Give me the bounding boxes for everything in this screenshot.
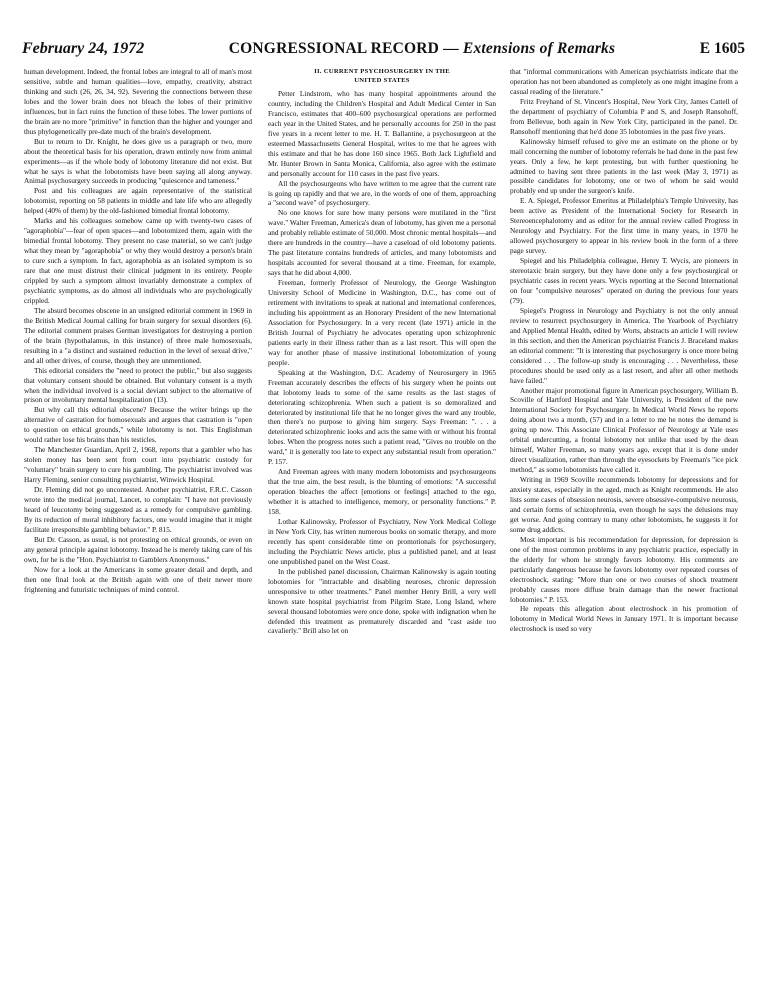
header-title-main: CONGRESSIONAL RECORD — (228, 40, 459, 57)
paragraph: Spiegel and his Philadelphia colleague, Henry T. Wycis, are pioneers in stereotaxic brain surgery, but they have done only a few psychosurgical or psychiatric cases in recent years. Wycis reporting at the Second International on four "compulsive neuroses" operated on during the previous four years (79). (510, 256, 738, 305)
paragraph: Writing in 1969 Scoville recommends lobotomy for depressions and for anxiety states, especially in the aged, much as Knight recommends. He also lists some cases of obsession neurosis, severe obsessive-compulsive neurosis, and certain forms of schizophrenia, even though he says the delusions may get worse. And going contrary to many other lobotomists, he suggests it for some drug addicts. (510, 475, 738, 534)
paragraph: But to return to Dr. Knight, he does give us a paragraph or two, more about the theoretical basis for his operation, drawn entirely now from animal experiments—as if the whole body of lobotomy literature did not exist. But what he says is what the lobotomists have been saying all along anyway. Animal psychosurgery succeeds in producing "quiescence and tameness." (24, 136, 252, 186)
paragraph: This editorial considers the "need to protect the public," but also suggests that voluntary consent should be obtained. But voluntary consent is a myth when the individual involved is a social deviant subject to the alternative of prison or involuntary mental hospitalization (13). (24, 365, 252, 405)
paragraph: The Manchester Guardian, April 2, 1968, reports that a gambler who has stolen money has been sent from court into psychiatric custody for "voluntary" brain surgery to cure his gambling. The psychiatrist involved was Harry Fleming, senior consulting psychiatrist, Winwick Hospital. (24, 445, 252, 485)
paragraph: E. A. Spiegel, Professor Emeritus at Philadelphia's Temple University, has been active as President of the International Society for Research in Stereoencephalotomy and as editor for the annual review called Progress in Neurology and Psychiatry. For the first time in many years, in 1970 he allowed psychosurgery to appear in his review book in the form of a three page survey. (510, 196, 738, 256)
paragraph: Marks and his colleagues somehow came up with twenty-two cases of "agoraphobia"—fear of open spaces—and lobotomized them, again with the bimedial frontal lobotomy. They present no case material, so we can't judge what they mean by "agoraphobia" or why they would destroy a person's brain to cure such a symptom. In fact, agoraphobia as an isolated symptom is so rare that one must distrust their clinical judgment in its entirety. People crippled by such a symptom almost invariably demonstrate a complex of psychiatric symptoms, as do almost all individuals who are psychologically crippled. (24, 216, 252, 305)
paragraph: human development. Indeed, the frontal lobes are integral to all of man's most sensitive, subtle and human qualities—love, empathy, creativity, abstract thinking and such (26, 26, 34, 92). Severing the connections between these lobes and the lower brain does not bleach the lobes of their primitive influences, but in fact ruins the function of these lobes. The lower portions of the brain are no more "primitive" in function than the higher and younger and thus phylogenetically pre-date much of the brain's development. (24, 67, 252, 136)
section-heading-line-1: II. CURRENT PSYCHOSURGERY IN THE (314, 68, 450, 75)
paragraph: Petter Lindstrom, who has many hospital appointments around the country, including the Children's Hospital and Adult Medical Center in San Francisco, estimates that 400–600 psychosurgical operations are performed each year in the United States, and he personally accounts for 250 in the past five years in a recent letter to me. H. T. Ballantine, a psychosurgeon at the esteemed Massachusetts General Hospital, writes to me that he agrees with this estimate and that he has done 160 since 1965. Both Jack Lightfield and Mr. Hunter Brown in Santa Monica, California, also agree with the estimate and personally account for 110 cases in the past five years. (268, 89, 496, 178)
header-date: February 24, 1972 (22, 40, 145, 57)
paragraph: Post and his colleagues are again representative of the statistical lobotomist, reporting on 58 patients in middle and late life who are allegedly helped (40% of them) by the old-fashioned bimedial frontal lobotomy. (24, 186, 252, 216)
paragraph: Dr. Fleming did not go uncontested. Another psychiatrist, F.R.C. Casson wrote into the medical journal, Lancet, to complain: "I have not previously heard of leucotomy being suggested as a remedy for compulsive gambling. By its reduction of moral inhibitory factors, one would imagine that it might facilitate irresponsible gambling behavior." P. 815. (24, 485, 252, 534)
column-2 (268, 67, 496, 982)
paragraph: All the psychosurgeons who have written to me agree that the current rate is going up rapidly and that we are, in the words of one of them, approaching a "second wave" of psychosurgery. (268, 178, 496, 208)
paragraph: Speaking at the Washington, D.C. Academy of Neurosurgery in 1965 Freeman accurately describes the effects of his surgery when he points out that lobotomy leads to some of the same results as the last stages of deteriorating schizophrenia. When such a patient is so demoralized and deteriorated by institutional life that he no longer gives the ward any trouble, then there's no purpose to giving him surgery. Says Freeman: ". . . a deteriorated schizophrenic looks and acts the same with or without his frontal lobes. When the progress notes such a patient read, "Gives no trouble on the ward," it is generally too late to expect any substantial result from operation." P. 157. (268, 367, 496, 467)
paragraph: But why call this editorial obscene? Because the writer brings up the alternative of castration for homosexuals and argues that castration is "open to question on ethical grounds," while lobotomy is not. This Englishman would rather lose his brains than his testicles. (24, 405, 252, 445)
header-title (229, 40, 615, 58)
page-header (22, 40, 745, 62)
column-1 (24, 67, 252, 982)
paragraph: Fritz Freyhand of St. Vincent's Hospital, New York City, James Cattell of the department of psychiatry of Columbia P and S, and Joseph Ransohoff, from Bellevue, both again in New York City, participated in the panel. Dr. Ransohoff mentioning that he'd done 35 lobotomies in the past five years. (510, 96, 738, 136)
paragraph: The absurd becomes obscene in an unsigned editorial comment in 1969 in the British Medical Journal calling for brain surgery for sexual disorders (6). The editorial comment praises German investigators for destroying a portion of the brain (hypothalamus, in this instance) of three male homosexuals, resulting in a "a distinct and sustained reduction in the level of sexual drive," and all other drives, of course, though they are unmentioned. (24, 305, 252, 365)
paragraph: that "informal communications with American psychiatrists indicate that the operation has not been abandoned as completely as one might imagine from a casual reading of the literature." (510, 67, 738, 96)
paragraph: But Dr. Casson, as usual, is not protesting on ethical grounds, or even on any general principle against lobotomy. Instead he is merely taking care of his own, for he is the "Hon. Psychiatrist to Gamblers Anonymous." (24, 534, 252, 564)
header-title-section: Extensions of Remarks (462, 40, 616, 57)
header-page-number: E 1605 (699, 40, 745, 57)
paragraph: Kalinowsky himself refused to give me an estimate on the phone or by mail concerning the number of lobotomy referrals he had done in the past few years. Only a few, he kept protesting, but with further questioning he admitted to having sent three patients in the last week (May 3, 1971) as possible candidates for lobotomy, one or two of whom he said would probably end up under the surgeon's knife. (510, 136, 738, 196)
paragraph: Now for a look at the Americans in some greater detail and depth, and then one final look at the British again with one of their newer more frightening and futuristic techniques of mind control. (24, 564, 252, 594)
paragraph: No one knows for sure how many persons were mutilated in the "first wave." Walter Freeman, America's dean of lobotomy, has given me a personal and probably reliable estimate of 50,000. Most chronic mental hospitals—and there are hundreds in the country—have a caseload of old lobotomy patients. The past literature contains hundreds of articles, and many lobotomists and hospitals accounted for several thousand at a time. Freeman, for example, says that he did about 4,000. (268, 208, 496, 278)
section-heading (268, 68, 496, 85)
paragraph: Most important is his recommendation for depression, for depression is one of the most common problems in any psychiatric practice, especially in the elderly for whom he strongly favors lobotomy. His comments are particularly dangerous because he favors lobotomy over repeated courses of electroshock, stating: "More than one or two courses of shock treatment probably causes more diffuse brain damage than the newer fractional lobotomies." P. 153. (510, 534, 738, 604)
section-heading-line-2: UNITED STATES (354, 76, 410, 84)
paragraph: And Freeman agrees with many modern lobotomists and psychosurgeons that the true aim, the best result, is the blunting of emotions: "A successful operation bleaches the affect [emotions or feelings] attached to the ego, whether it is attached to intelligence, memory, or personality functions." P. 158. (268, 467, 496, 517)
column-3 (510, 67, 738, 982)
paragraph: Another major promotional figure in American psychosurgery, William B. Scoville of Hartford Hospital and Yale University, is President of the new International Society for Psychosurgery. In Medical World News he reports doing about two a month, (57) and in a letter to me he notes the demand is going up now. This Associate Clinical Professor of Neurology at Yale uses orbital undercutting, a frontal lobotomy not unlike that used by the dean himself, Walter Freeman, so many years ago, except that it is done under direct visualization, rather than through the eyesockets by Freeman's "ice pick method," as some lobotomists have called it. (510, 385, 738, 475)
paragraph: In the published panel discussion, Chairman Kalinowsky is again touting lobotomies for "intractable and disabling neuroses, chronic depression unresponsive to other treatments." Panel member Henry Brill, a very well known state hospital psychiatrist from Pilgrim State, Long Island, where several thousand lobotomies were once done, spoke with indignation when he defended this treatment as prematurely discarded and "cast aside too cavalierly." Brill also let on (268, 566, 496, 636)
paragraph: Freeman, formerly Professor of Neurology, the George Washington University School of Medicine in Washington, D.C., has come out of retirement with invitations to speak at national and international conferences, including his appointment as an Honorary President of the new International Association for Psychosurgery. In a very recent (late 1971) article in the British Journal of Psychiatry he advocates operating upon schizophrenic patients early in their illness rather than as a last resort. This will open the way for another phase of massive institutional lobotomization of young people. (268, 278, 496, 367)
paragraph: Lothar Kalinowsky, Professor of Psychiatry, New York Medical College in New York City, has written numerous books on somatic therapy, and more recently has spent considerable time on promotionals for psychosurgery, including the Psychiatric News article, plus a published panel, and at least one unpublished panel on the West Coast. (268, 516, 496, 566)
paragraph: Spiegel's Progress in Neurology and Psychiatry is not the only annual review to resurrect psychosurgery in America. The Yearbook of Psychiatry and Applied Mental Health, edited by Worts, abstracts an article I will review in this section, and then the American psychiatrist Francis J. Braceland makes an editorial comment: "It is interesting that psychosurgery is once more being considered . . . The follow-up study is encouraging . . . Nevertheless, these procedures should be used only as a last resort, and after all other methods have failed." (510, 305, 738, 385)
paragraph: He repeats this allegation about electroshock in his promotion of lobotomy in Medical World News in January 1971. It is important because electroshock is used so very (510, 604, 738, 634)
